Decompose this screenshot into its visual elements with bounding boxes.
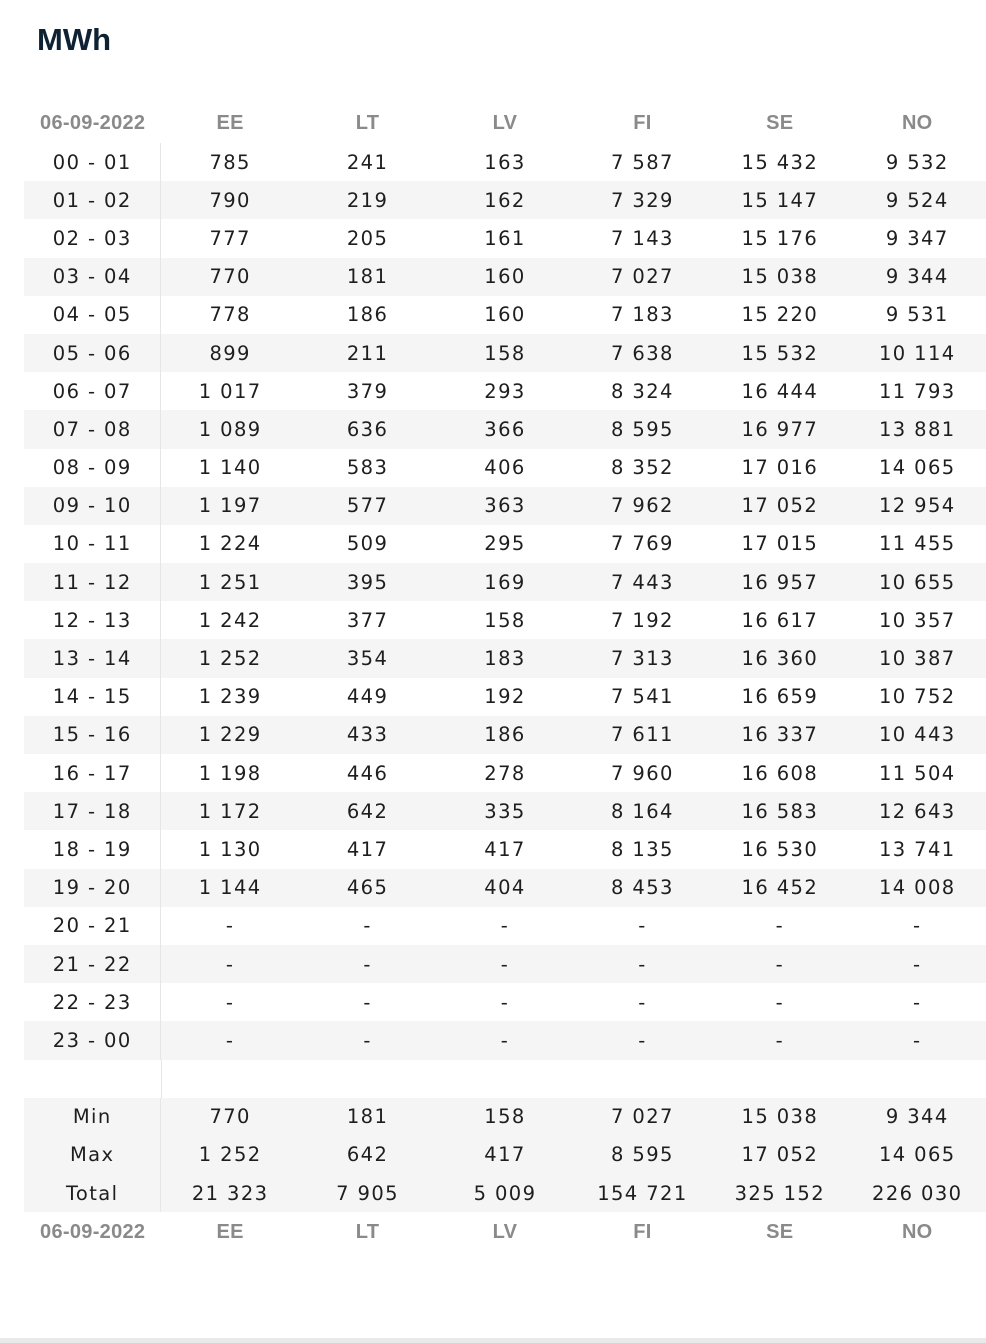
table-row: [24, 907, 986, 945]
value-cell: 7 638: [611, 341, 674, 365]
value-cell: 16 617: [741, 608, 819, 632]
value-cell: 406: [484, 456, 526, 480]
value-cell: -: [500, 1028, 510, 1052]
summary-value: 17 052: [741, 1143, 819, 1167]
header-fi: FI: [633, 1220, 652, 1243]
footer-divider: [0, 1338, 986, 1343]
value-cell: -: [363, 1028, 372, 1052]
value-cell: -: [913, 952, 922, 976]
value-cell: 377: [346, 608, 389, 632]
value-cell: 1 251: [198, 570, 262, 594]
table-row: [24, 945, 986, 983]
hour-label: 15 - 16: [24, 716, 161, 754]
summary-value: 642: [346, 1143, 389, 1167]
table-footer-header: [24, 1212, 986, 1252]
value-cell: 1 017: [198, 379, 262, 403]
value-cell: 11 793: [878, 379, 956, 403]
value-cell: -: [913, 1028, 922, 1052]
header-date: 06-09-2022: [40, 1220, 146, 1243]
table-row: [24, 601, 986, 639]
value-cell: 7 443: [611, 570, 674, 594]
summary-row: [24, 1174, 986, 1212]
hour-label: 03 - 04: [24, 258, 161, 296]
value-cell: -: [225, 914, 235, 938]
value-cell: -: [775, 1028, 785, 1052]
value-cell: 16 608: [741, 761, 819, 785]
header-lv: LV: [492, 111, 518, 134]
value-cell: 15 147: [741, 188, 819, 212]
value-cell: 161: [484, 226, 526, 250]
value-cell: -: [638, 1028, 647, 1052]
value-cell: 163: [484, 150, 526, 174]
summary-value: 158: [484, 1105, 526, 1129]
header-se: SE: [766, 111, 794, 134]
value-cell: 465: [346, 876, 389, 900]
hour-label: 08 - 09: [24, 449, 161, 487]
value-cell: 16 444: [741, 379, 819, 403]
value-cell: 16 659: [741, 685, 819, 709]
value-cell: -: [913, 914, 922, 938]
value-cell: 7 329: [611, 188, 674, 212]
table-row: [24, 1021, 986, 1059]
summary-label: Total: [24, 1174, 161, 1212]
value-cell: 15 432: [741, 150, 819, 174]
hour-label: 21 - 22: [24, 945, 161, 983]
value-cell: 9 344: [885, 265, 949, 289]
value-cell: 7 192: [611, 608, 674, 632]
hour-label: 16 - 17: [24, 754, 161, 792]
value-cell: 583: [346, 456, 389, 480]
value-cell: 1 239: [198, 685, 262, 709]
value-cell: 7 027: [611, 265, 674, 289]
table-spacer: [24, 1060, 986, 1098]
value-cell: -: [775, 914, 785, 938]
value-cell: 15 532: [741, 341, 819, 365]
value-cell: -: [363, 952, 372, 976]
value-cell: 642: [346, 799, 389, 823]
value-cell: -: [775, 952, 785, 976]
table-row: [24, 296, 986, 334]
value-cell: 8 453: [611, 876, 674, 900]
header-lt: LT: [355, 1220, 380, 1243]
value-cell: 1 089: [198, 417, 262, 441]
value-cell: 10 655: [878, 570, 956, 594]
value-cell: 16 337: [741, 723, 819, 747]
value-cell: -: [225, 952, 235, 976]
value-cell: 636: [346, 417, 389, 441]
value-cell: 183: [484, 647, 526, 671]
value-cell: -: [638, 990, 647, 1014]
value-cell: -: [913, 990, 922, 1014]
value-cell: 9 531: [885, 303, 949, 327]
table-row: [24, 830, 986, 868]
value-cell: 354: [346, 647, 389, 671]
hour-label: 02 - 03: [24, 219, 161, 257]
value-cell: 790: [209, 188, 251, 212]
table-row: [24, 754, 986, 792]
summary-value: 1 252: [198, 1143, 262, 1167]
value-cell: -: [225, 990, 235, 1014]
value-cell: 158: [484, 341, 526, 365]
value-cell: -: [775, 990, 785, 1014]
value-cell: 366: [484, 417, 526, 441]
hour-label: 07 - 08: [24, 410, 161, 448]
value-cell: 14 065: [878, 456, 956, 480]
table-row: [24, 639, 986, 677]
summary-row: [24, 1098, 986, 1136]
value-cell: 8 595: [611, 417, 674, 441]
header-no: NO: [901, 1220, 933, 1243]
value-cell: -: [225, 1028, 235, 1052]
table-row: [24, 143, 986, 181]
value-cell: 17 016: [741, 456, 819, 480]
header-fi: FI: [633, 111, 652, 134]
value-cell: 8 352: [611, 456, 674, 480]
value-cell: 7 587: [611, 150, 674, 174]
hour-label: 00 - 01: [24, 143, 161, 181]
value-cell: -: [638, 914, 647, 938]
value-cell: 433: [346, 723, 389, 747]
value-cell: 10 387: [878, 647, 956, 671]
value-cell: 17 052: [741, 494, 819, 518]
value-cell: 1 144: [198, 876, 262, 900]
table-row: [24, 716, 986, 754]
hour-label: 22 - 23: [24, 983, 161, 1021]
value-cell: 293: [484, 379, 526, 403]
summary-value: 226 030: [872, 1181, 963, 1205]
header-ee: EE: [216, 111, 244, 134]
header-lt: LT: [355, 111, 380, 134]
table-row: [24, 487, 986, 525]
header-se: SE: [766, 1220, 794, 1243]
hour-label: 23 - 00: [24, 1021, 161, 1059]
summary-label: Min: [24, 1098, 161, 1136]
table-row: [24, 410, 986, 448]
table-row: [24, 869, 986, 907]
value-cell: 11 504: [878, 761, 956, 785]
value-cell: 13 881: [878, 417, 956, 441]
summary-value: 5 009: [473, 1181, 537, 1205]
value-cell: 11 455: [878, 532, 956, 556]
value-cell: 899: [209, 341, 251, 365]
value-cell: 335: [484, 799, 526, 823]
value-cell: 1 198: [198, 761, 262, 785]
value-cell: 1 229: [198, 723, 262, 747]
header-ee: EE: [216, 1220, 244, 1243]
value-cell: 10 357: [878, 608, 956, 632]
summary-value: 181: [346, 1105, 389, 1129]
value-cell: 395: [346, 570, 389, 594]
value-cell: 770: [209, 265, 251, 289]
value-cell: 219: [346, 188, 389, 212]
value-cell: 449: [346, 685, 389, 709]
value-cell: 186: [484, 723, 526, 747]
value-cell: 9 532: [885, 150, 949, 174]
value-cell: 160: [484, 303, 526, 327]
value-cell: 14 008: [878, 876, 956, 900]
header-no: NO: [901, 111, 933, 134]
value-cell: -: [500, 990, 510, 1014]
table-row: [24, 792, 986, 830]
value-cell: 7 143: [611, 226, 674, 250]
value-cell: 162: [484, 188, 526, 212]
value-cell: -: [363, 990, 372, 1014]
value-cell: 160: [484, 265, 526, 289]
header-lv: LV: [492, 1220, 518, 1243]
value-cell: 778: [209, 303, 251, 327]
summary-value: 325 152: [734, 1181, 826, 1205]
table-row: [24, 563, 986, 601]
table-row: [24, 678, 986, 716]
hour-label: 19 - 20: [24, 869, 161, 907]
hour-label: 09 - 10: [24, 487, 161, 525]
value-cell: 181: [346, 265, 389, 289]
summary-value: 15 038: [741, 1105, 819, 1129]
value-cell: 379: [346, 379, 389, 403]
value-cell: 10 114: [878, 341, 956, 365]
summary-value: 154 721: [597, 1181, 688, 1205]
value-cell: 1 224: [198, 532, 262, 556]
hour-label: 05 - 06: [24, 334, 161, 372]
summary-value: 9 344: [885, 1105, 949, 1129]
value-cell: 16 360: [741, 647, 819, 671]
summary-value: 7 905: [336, 1181, 399, 1205]
value-cell: 446: [346, 761, 389, 785]
value-cell: 211: [346, 341, 389, 365]
value-cell: 10 443: [878, 723, 956, 747]
value-cell: 278: [484, 761, 526, 785]
spacer-cell: [24, 1060, 162, 1098]
hour-label: 18 - 19: [24, 830, 161, 868]
table-row: [24, 219, 986, 257]
value-cell: 9 524: [885, 188, 949, 212]
summary-value: 8 595: [611, 1143, 674, 1167]
page-title: MWh: [37, 22, 112, 57]
value-cell: 417: [346, 837, 389, 861]
value-cell: 7 541: [611, 685, 674, 709]
table-row: [24, 258, 986, 296]
value-cell: -: [500, 914, 510, 938]
summary-value: 14 065: [878, 1143, 956, 1167]
hour-label: 11 - 12: [24, 563, 161, 601]
summary-value: 417: [484, 1143, 526, 1167]
value-cell: 8 164: [611, 799, 674, 823]
value-cell: 8 324: [611, 379, 674, 403]
table-header: [24, 103, 986, 143]
hour-label: 13 - 14: [24, 639, 161, 677]
value-cell: 1 140: [198, 456, 262, 480]
value-cell: 1 172: [198, 799, 262, 823]
value-cell: 9 347: [885, 226, 949, 250]
summary-value: 770: [209, 1105, 251, 1129]
value-cell: 417: [484, 837, 526, 861]
value-cell: 16 452: [741, 876, 819, 900]
value-cell: 16 530: [741, 837, 819, 861]
value-cell: 192: [484, 685, 526, 709]
value-cell: 15 176: [741, 226, 819, 250]
table-row: [24, 983, 986, 1021]
value-cell: 13 741: [878, 837, 956, 861]
value-cell: 1 130: [198, 837, 262, 861]
value-cell: 777: [209, 226, 251, 250]
value-cell: 186: [346, 303, 389, 327]
value-cell: 12 643: [878, 799, 956, 823]
value-cell: 577: [346, 494, 389, 518]
value-cell: 15 220: [741, 303, 819, 327]
hour-label: 01 - 02: [24, 181, 161, 219]
value-cell: 7 962: [611, 494, 674, 518]
value-cell: 7 769: [611, 532, 674, 556]
value-cell: 16 957: [741, 570, 819, 594]
volume-table: [24, 103, 986, 1252]
value-cell: -: [363, 914, 372, 938]
value-cell: 7 183: [611, 303, 674, 327]
value-cell: 7 313: [611, 647, 674, 671]
hour-label: 14 - 15: [24, 678, 161, 716]
value-cell: 363: [484, 494, 526, 518]
table-row: [24, 449, 986, 487]
value-cell: 1 197: [198, 494, 262, 518]
table-row: [24, 372, 986, 410]
summary-row: [24, 1136, 986, 1174]
hour-label: 10 - 11: [24, 525, 161, 563]
value-cell: 12 954: [878, 494, 956, 518]
value-cell: 241: [346, 150, 389, 174]
value-cell: 1 242: [198, 608, 262, 632]
value-cell: 295: [484, 532, 526, 556]
value-cell: 8 135: [611, 837, 674, 861]
value-cell: -: [638, 952, 647, 976]
table-row: [24, 181, 986, 219]
value-cell: 7 611: [611, 723, 674, 747]
value-cell: 509: [346, 532, 389, 556]
value-cell: -: [500, 952, 510, 976]
summary-value: 21 323: [191, 1181, 269, 1205]
value-cell: 16 977: [741, 417, 819, 441]
value-cell: 169: [484, 570, 526, 594]
hour-label: 06 - 07: [24, 372, 161, 410]
hour-label: 17 - 18: [24, 792, 161, 830]
hour-label: 04 - 05: [24, 296, 161, 334]
value-cell: 404: [484, 876, 526, 900]
value-cell: 158: [484, 608, 526, 632]
summary-value: 7 027: [611, 1105, 674, 1129]
hour-label: 20 - 21: [24, 907, 161, 945]
table-row: [24, 525, 986, 563]
value-cell: 7 960: [611, 761, 674, 785]
header-date: 06-09-2022: [40, 111, 146, 134]
table-row: [24, 334, 986, 372]
value-cell: 10 752: [878, 685, 956, 709]
value-cell: 15 038: [741, 265, 819, 289]
value-cell: 16 583: [741, 799, 819, 823]
summary-label: Max: [24, 1136, 161, 1174]
value-cell: 1 252: [198, 647, 262, 671]
value-cell: 785: [209, 150, 251, 174]
value-cell: 17 015: [741, 532, 819, 556]
value-cell: 205: [346, 226, 389, 250]
hour-label: 12 - 13: [24, 601, 161, 639]
